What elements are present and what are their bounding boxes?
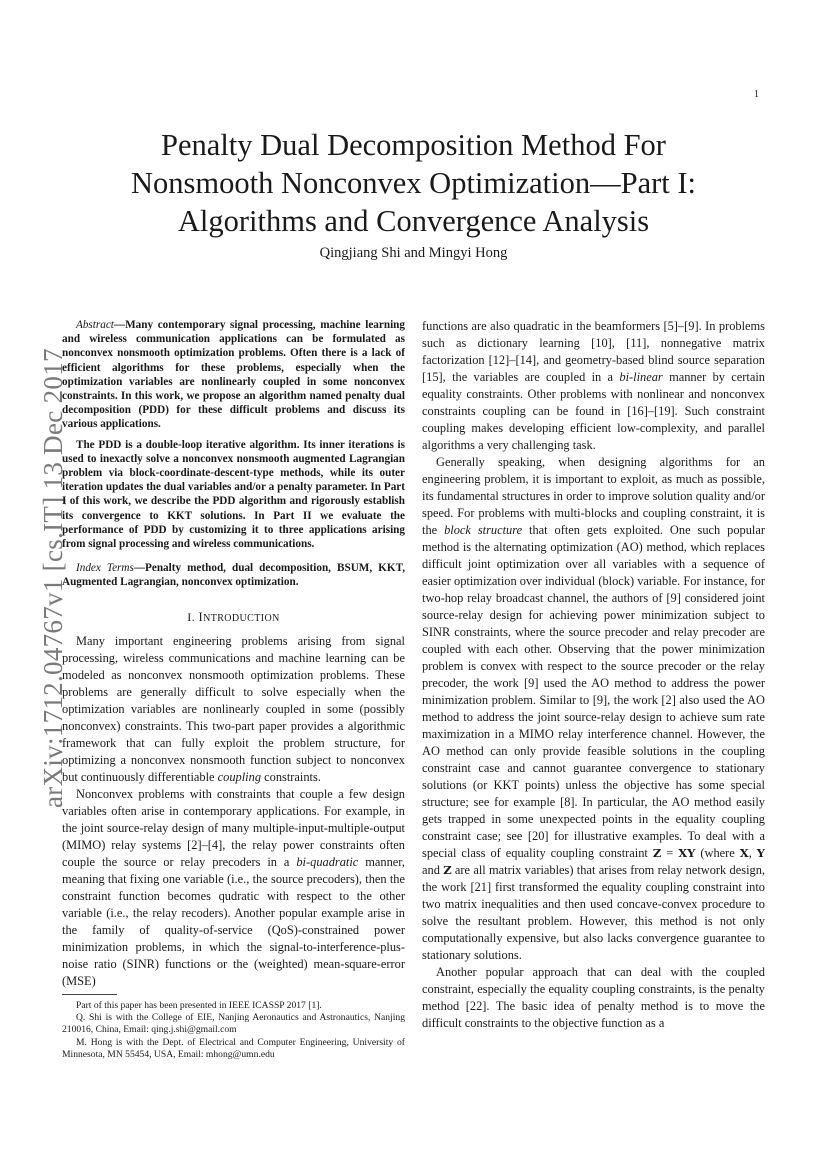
text-run: constraints. <box>261 769 321 784</box>
math-symbol: Y <box>756 846 766 860</box>
page-number: 1 <box>754 89 759 100</box>
paper-title <box>60 126 767 240</box>
index-terms <box>62 561 405 589</box>
emphasis: bi-linear <box>619 370 663 384</box>
author-list: Qingjiang Shi and Mingyi Hong <box>319 245 508 261</box>
arxiv-identifier: arXiv:1712.04767v1 [cs.IT] 13 Dec 2017 <box>38 348 68 808</box>
text-run: Generally speaking, when designing algorithms for an engineering problem, it is important to exploit, as much as possible, its fundamental structures in order to improve solution quality and/or speed. For problems with multi-blocks and coupling constraint, it is the <box>422 455 765 537</box>
text-run: manner, meaning that fixing one variable (i.e., the source precoders), then the constraint function becomes qudratic with respect to the other variable (i.e., the relay recoders). Another popular example arise in the family of quality-of-service (QoS)-constrained power minimization problems, in which the signal-to-interference-plus-noise ratio (SINR) functions or the (weighted) mean-square-error (MSE) <box>62 854 406 988</box>
section-heading-introduction <box>62 610 405 625</box>
text-run: are all matrix variables) that arises from relay network design, the work [21] first transformed the equality coupling constraint into two matrix inequalities and then used concave-convex procedure to solve the resultant problem. However, this method is not only computationally expensive, but also lacks convergence guarantee to stationary solutions. <box>422 863 765 962</box>
title-line-1: Penalty Dual Decomposition Method For <box>161 128 666 162</box>
text-run: manner by certain equality constraints. Other problems with nonlinear and nonconvex constraints coupling can be found in [16]–[19]. Such constraint coupling makes developing efficient low-complexity, and parallel algorithms a very challenging task. <box>422 370 765 452</box>
text-run: Many important engineering problems arising from signal processing, wireless communications and machine learning can be modeled as nonconvex nonsmooth optimization problems. These problems are generally difficult to solve especially when the optimization variables are nonlinearly coupled in some (possibly nonconvex) constraints. This two-part paper provides a algorithmic framework that can fully exploit the problem structure, for optimizing a nonconvex nonsmooth function subject to nonconvex but continuously differentiable <box>62 633 405 784</box>
section-first-letter: I <box>198 609 204 624</box>
index-terms-text: —Penalty method, dual decomposition, BSUM, KKT, Augmented Lagrangian, nonconvex optimization. <box>62 562 406 589</box>
index-terms-label: Index Terms <box>76 562 134 575</box>
text-run: functions are also quadratic in the beamformers [5]–[9]. In problems such as dictionary learning [10], [11], nonnegative matrix factorization [12]–[14], and geometry-based blind source separation [15], the variables are coupled in a <box>422 319 765 384</box>
text-run: that often gets exploited. One such popular method is the alternating optimization (AO) method, which replaces difficult joint optimization over all variables with a sequence of easier optimization over individual (block) variable. For instance, for two-hop relay broadcast channel, the authors of [9] considered joint source-relay design for achieving power minimization subject to SINR constraints, where the source precoder and relay precoder are coupled with each other. Observing that the power minimization problem is convex with respect to the source precoder or the relay precoder, the work [9] used the AO method to address the power minimization problem. Similar to [9], the work [2] also used the AO method to address the joint source-relay design to achieve sum rate maximization in a MIMO relay interference channel. However, the AO method can only provide feasible solutions in the coupling constraint case and cannot guarantee convergence to stationary solutions (or KKT points) unless the objective has some special structure; see for example [8]. In particular, the AO method easily gets trapped in some unexpected points in the equality coupling constraint case; see [20] for illustrative examples. To deal with a special class of equality coupling constraint <box>422 523 765 860</box>
footnotes <box>62 1000 405 1061</box>
body-paragraph <box>422 454 765 964</box>
emphasis: coupling <box>217 769 262 784</box>
title-line-2: Nonsmooth Nonconvex Optimization—Part I: <box>130 166 697 200</box>
emphasis: block structure <box>444 523 523 537</box>
text-run: and <box>422 863 444 877</box>
footnote: Part of this paper has been presented in IEEE ICASSP 2017 [1]. <box>76 1000 322 1011</box>
abstract-text-2: The PDD is a double-loop iterative algorithm. Its inner iterations is used to inexactly solve a nonconvex nonsmooth augmented Lagrangian problem via block-coordinate-descent-type methods, while its outer iteration updates the dual variables and/or a penalty parameter. In Part I of this work, we describe the PDD algorithm and rigorously establish its convergence to KKT solutions. In Part II we evaluate the performance of PDD by customizing it to three applications arising from signal processing and wireless communications. <box>62 438 405 551</box>
footnote: M. Hong is with the Dept. of Electrical and Computer Engineering, University of Minnesota, MN 55454, USA, Email: mhong@umn.edu <box>62 1036 405 1060</box>
abstract-label: Abstract <box>76 319 114 331</box>
title-line-3: Algorithms and Convergence Analysis <box>177 204 650 238</box>
body-paragraph: Another popular approach that can deal with the coupled constraint, especially the equality coupling constraints, is the penalty method [22]. The basic idea of penalty method is to move the difficult constraints to the objective function as a <box>422 965 765 1030</box>
body-paragraph-continued <box>422 318 765 454</box>
math-symbol: Z <box>443 863 452 877</box>
footnote-rule <box>62 994 117 995</box>
right-column <box>422 318 765 1032</box>
abstract-text: —Many contemporary signal processing, machine learning and wireless communication applications can be formulated as nonconvex nonsmooth optimization problems. Often there is a lack of efficient algorithms for these problems, especially when the optimization variables are nonlinearly coupled in some nonconvex constraints. In this work, we propose an algorithm named penalty dual decomposition (PDD) for these difficult problems and discuss its various applications. <box>62 319 405 431</box>
text-run: Nonconvex problems with constraints that couple a few design variables often arise in contemporary applications. For example, in the joint source-relay design of many multiple-input-multiple-output (MIMO) relay systems [2]–[4], the relay power constraints often couple the source or relay precoders in a <box>62 786 405 869</box>
intro-paragraph-2 <box>62 786 405 990</box>
text-run: (where <box>695 846 740 860</box>
math-symbol: XY <box>678 846 696 860</box>
math-symbol: X <box>739 846 749 860</box>
abstract-paragraph-2 <box>62 438 405 552</box>
text-run: , <box>748 846 757 860</box>
text-run: = <box>661 846 679 860</box>
math-symbol: Z <box>652 846 662 860</box>
section-numeral: I. <box>187 609 199 624</box>
emphasis: bi-quadratic <box>296 854 359 869</box>
footnote: Q. Shi is with the College of EIE, Nanjing Aeronautics and Astronautics, Nanjing 210016, China, Email: qing.j.shi@gmail.com <box>62 1012 405 1036</box>
intro-paragraph-1 <box>62 633 405 786</box>
abstract-paragraph <box>62 318 405 432</box>
section-title-rest: NTRODUCTION <box>203 612 280 624</box>
left-column <box>62 318 405 990</box>
